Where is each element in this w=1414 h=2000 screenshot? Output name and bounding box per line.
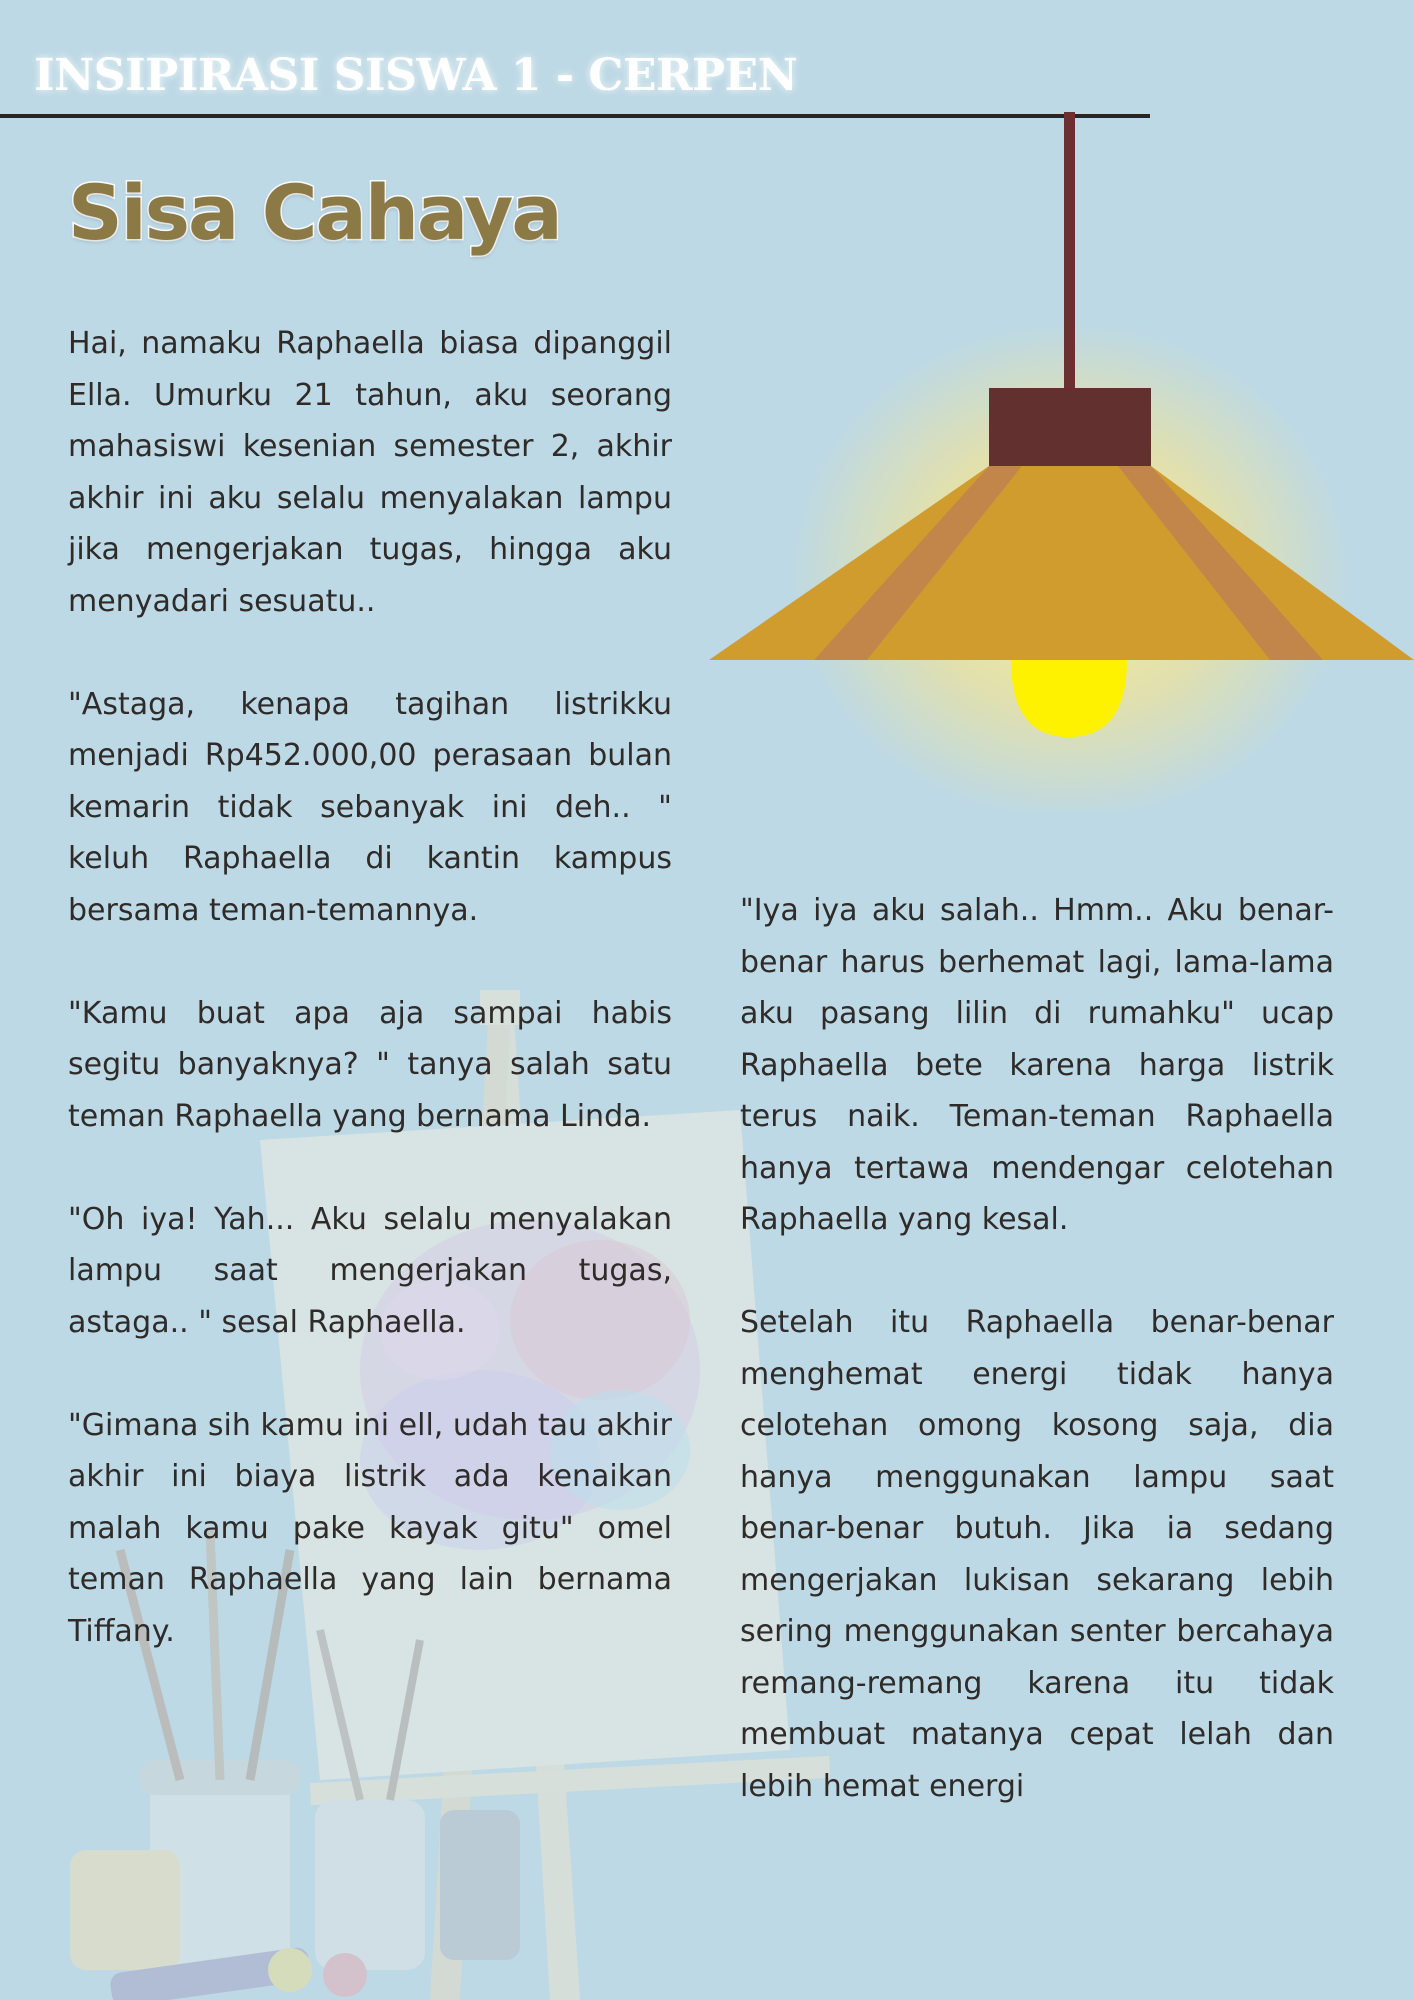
story-paragraph: "Oh iya! Yah... Aku selalu menyalakan lampu saat mengerjakan tugas, astaga.. " sesal Raphaella. bbox=[68, 1201, 672, 1340]
section-header-title: INSIPIRASI SISWA 1 - CERPEN bbox=[34, 50, 798, 101]
story-paragraph: Hai, namaku Raphaella biasa dipanggil Ella. Umurku 21 tahun, aku seorang mahasiswi kesenian semester 2, akhir akhir ini aku selalu menyalakan lampu jika mengerjakan tugas, hingga aku menyadari sesuatu.. bbox=[68, 326, 672, 619]
story-column-right bbox=[740, 885, 1334, 1864]
story-column-left bbox=[68, 318, 672, 1709]
story-paragraph: "Astaga, kenapa tagihan listrikku menjadi Rp452.000,00 perasaan bulan kemarin tidak sebanyak ini deh.. " keluh Raphaella di kantin kampus bersama teman-temannya. bbox=[68, 686, 672, 928]
story-paragraph: Setelah itu Raphaella benar-benar menghemat energi tidak hanya celotehan omong kosong saja, dia hanya menggunakan lampu saat benar-benar butuh. Jika ia sedang mengerjakan lukisan sekarang lebih sering menggunakan senter bercahaya remang-remang karena itu tidak membuat matanya cepat lelah dan lebih hemat energi bbox=[740, 1305, 1334, 1804]
story-paragraph: "Iya iya aku salah.. Hmm.. Aku benar-benar harus berhemat lagi, lama-lama aku pasang lilin di rumahku" ucap Raphaella bete karena harga listrik terus naik. Teman-teman Raphaella hanya tertawa mendengar celotehan Raphaella yang kesal. bbox=[740, 893, 1334, 1237]
story-paragraph: "Gimana sih kamu ini ell, udah tau akhir akhir ini biaya listrik ada kenaikan malah kamu pake kayak gitu" omel teman Raphaella yang lain bernama Tiffany. bbox=[68, 1407, 672, 1649]
story-paragraph: "Kamu buat apa aja sampai habis segitu banyaknya? " tanya salah satu teman Raphaella yang bernama Linda. bbox=[68, 995, 672, 1134]
story-title: Sisa Cahaya bbox=[68, 168, 561, 257]
hanging-lamp-icon bbox=[700, 112, 1414, 812]
